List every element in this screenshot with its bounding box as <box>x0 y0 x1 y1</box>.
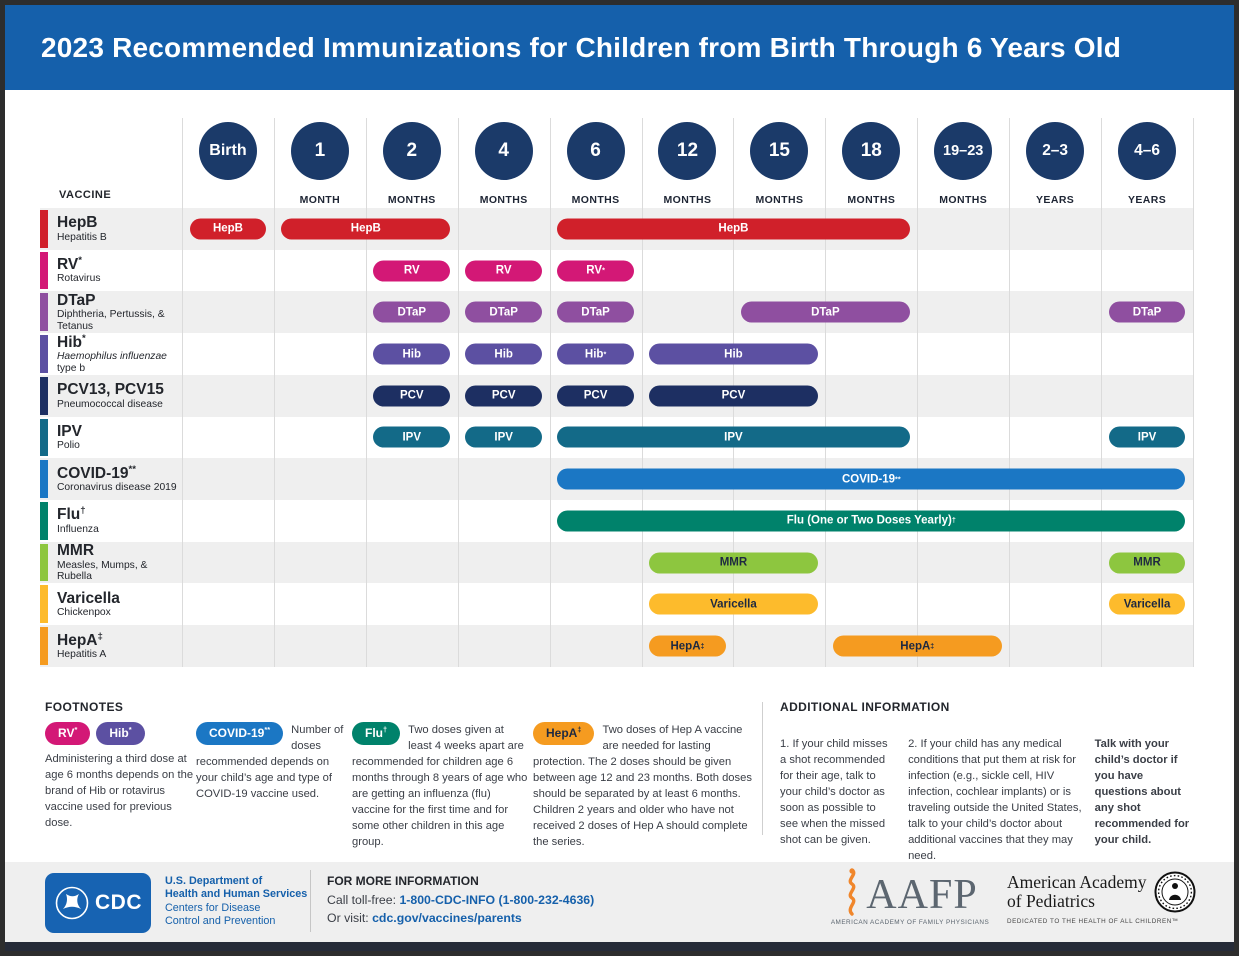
vaccine-subtitle: Influenza <box>57 523 99 535</box>
aafp-acronym: AAFP <box>866 872 978 919</box>
vaccine-name: Hib* <box>57 332 86 351</box>
vaccine-subtitle: Diphtheria, Pertussis, & Tetanus <box>57 309 165 332</box>
dose-bar: RV * <box>557 260 634 281</box>
age-column-2-3 <box>1009 122 1101 206</box>
aap-logo <box>1007 871 1199 925</box>
row-color-strip <box>40 502 48 540</box>
vaccine-row-mmr <box>40 542 1193 584</box>
footnotes-divider <box>762 702 763 835</box>
dose-bar: HepB <box>190 218 267 239</box>
vaccine-subtitle: Haemophilus influenzae type b <box>57 351 167 374</box>
dose-bar: IPV <box>1109 427 1186 448</box>
footnote-pill: RV* <box>45 722 90 745</box>
vaccine-name: DTaP <box>57 292 96 310</box>
phone-link[interactable]: 1-800-CDC-INFO (1-800-232-4636) <box>399 893 595 907</box>
row-color-strip <box>40 377 48 415</box>
age-unit-label: MONTHS <box>387 194 436 206</box>
age-unit-label: MONTHS <box>479 194 528 206</box>
footnote-pill: Flu† <box>352 722 400 745</box>
dose-bar: HepB <box>281 218 450 239</box>
aafp-caption: AMERICAN ACADEMY OF FAMILY PHYSICIANS <box>830 919 990 926</box>
dose-bars <box>182 291 1193 333</box>
age-circle: 2 <box>383 122 441 180</box>
vaccine-label <box>57 375 181 417</box>
vaccine-label <box>57 625 181 667</box>
dose-bars <box>182 417 1193 459</box>
dose-bar: DTaP <box>373 302 450 323</box>
age-unit-label: MONTHS <box>939 194 988 206</box>
age-circle: 19–23 <box>934 122 992 180</box>
vaccine-row-hib <box>40 333 1193 375</box>
dose-bar: Hib <box>649 344 818 365</box>
schedule-table <box>40 118 1193 667</box>
dose-bar: PCV <box>557 385 634 406</box>
age-column-15 <box>733 122 825 206</box>
additional-info-item-1: 1. If your child misses a shot recommended for their age, talk to your child’s doctor as soon as possible to see when the missed shot can be given. <box>780 738 888 847</box>
vaccine-label <box>57 250 181 292</box>
dose-bars <box>182 542 1193 584</box>
age-column-18 <box>825 122 917 206</box>
age-unit-label: MONTHS <box>755 194 804 206</box>
vaccine-name: COVID-19** <box>57 463 136 482</box>
vaccine-label <box>57 291 181 333</box>
cdc-logo <box>45 873 151 933</box>
page-title: 2023 Recommended Immunizations for Children from Birth Through 6 Years Old <box>41 31 1122 63</box>
vaccine-label <box>57 458 181 500</box>
age-circle: 15 <box>750 122 808 180</box>
footnote-pills <box>45 722 197 745</box>
vaccine-row-varicella <box>40 583 1193 625</box>
footnote-pill: COVID-19** <box>196 722 283 745</box>
page-footer <box>5 862 1234 942</box>
dose-bar: COVID-19 ** <box>557 469 1185 490</box>
page-header <box>5 5 1234 90</box>
vaccine-row-covid19 <box>40 458 1193 500</box>
more-info-heading: FOR MORE INFORMATION <box>327 874 479 888</box>
vaccine-row-rv <box>40 250 1193 292</box>
dose-bars <box>182 250 1193 292</box>
vaccine-column-header: VACCINE <box>59 189 112 201</box>
age-column-1 <box>274 122 366 206</box>
footnote-item: HepA‡ Two doses of Hep A vaccine are needed for lasting protection. The 2 doses should be given between age 12 and 23 months. Both doses should be separated by at least 6 months. Children 2 years and older who have not received 2 doses of Hep A should complete the series. <box>533 724 752 849</box>
vaccine-rows <box>40 208 1193 667</box>
dose-bar: DTaP <box>1109 302 1186 323</box>
vaccine-label <box>57 542 181 584</box>
vaccine-name: HepB <box>57 214 98 232</box>
aap-name: American Academy of Pediatrics <box>1007 872 1147 911</box>
vaccine-subtitle: Pneumococcal disease <box>57 398 163 410</box>
dose-bar: DTaP <box>741 302 910 323</box>
additional-info-item-2: 2. If your child has any medical conditions that put them at risk for infection (e.g., sickle cell, HIV infection, cochlear implants) or is traveling outside the United States, talk to your child’s doctor about additional vaccines that they may need. <box>908 738 1082 863</box>
aap-seal-icon <box>1154 871 1196 913</box>
vaccine-name: MMR <box>57 542 95 560</box>
age-column-birth <box>182 122 274 194</box>
grid-line <box>1009 118 1010 667</box>
dose-bar: PCV <box>465 385 542 406</box>
age-circle: 12 <box>658 122 716 180</box>
age-circle: 6 <box>567 122 625 180</box>
age-column-4-6 <box>1101 122 1193 206</box>
vaccine-label <box>57 583 181 625</box>
aafp-caduceus-icon <box>842 868 862 916</box>
age-unit-label: YEARS <box>1127 194 1167 206</box>
hhs-eagle-icon <box>54 885 90 921</box>
more-info-block <box>327 874 594 929</box>
row-color-strip <box>40 335 48 373</box>
dose-bar: HepB <box>557 218 910 239</box>
row-color-strip <box>40 252 48 290</box>
age-unit-label: YEARS <box>1036 194 1075 206</box>
dose-bar: Hib <box>373 344 450 365</box>
dose-bar: Varicella <box>649 594 818 615</box>
dose-bar: PCV <box>649 385 818 406</box>
footer-divider <box>310 870 311 932</box>
vaccine-row-pcv13pcv15 <box>40 375 1193 417</box>
vaccine-name: PCV13, PCV15 <box>57 381 164 399</box>
dose-bar: DTaP <box>557 302 634 323</box>
grid-line <box>1101 118 1102 667</box>
row-color-strip <box>40 544 48 582</box>
footnote-pill: Hib* <box>96 722 144 745</box>
vaccine-row-flu <box>40 500 1193 542</box>
dose-bar: HepA ‡ <box>833 636 1002 657</box>
dose-bar: Hib * <box>557 344 634 365</box>
grid-line <box>366 118 367 667</box>
age-column-6 <box>550 122 642 206</box>
row-color-strip <box>40 627 48 665</box>
age-circle: 4–6 <box>1118 122 1176 180</box>
grid-line <box>274 118 275 667</box>
vaccine-subtitle: Measles, Mumps, & Rubella <box>57 559 148 583</box>
dose-bar: HepA ‡ <box>649 636 726 657</box>
cdc-department-text: U.S. Department of Health and Human Services Centers for Disease Control and Prevention <box>165 875 308 928</box>
age-column-4 <box>458 122 550 206</box>
grid-line <box>825 118 826 667</box>
dose-bars <box>182 375 1193 417</box>
age-unit-label: MONTHS <box>663 194 712 206</box>
footnote-item: Flu† Two doses given at least 4 weeks apart are recommended for children age 6 months through 8 years of age who are getting an influenza (flu) vaccine for the first time and for some other children in this age group. <box>352 724 528 849</box>
aafp-logo <box>810 868 1010 926</box>
age-column-19-23 <box>917 122 1009 206</box>
footnote-text: Administering a third dose at age 6 months depends on the brand of Hib or rotavirus vaccine used for previous dose. <box>45 753 194 830</box>
row-color-strip <box>40 293 48 331</box>
footnote-item: COVID-19** Number of doses recommended depends on your child’s age and type of COVID-19 vaccine used. <box>196 724 344 801</box>
dose-bar: IPV <box>465 427 542 448</box>
footnotes-section <box>45 700 760 849</box>
age-column-2 <box>366 122 458 206</box>
dose-bar: MMR <box>1109 552 1186 573</box>
cdc-logo-text: CDC <box>95 891 142 914</box>
vaccine-subtitle: Chickenpox <box>57 607 111 619</box>
vaccine-name: IPV <box>57 423 82 440</box>
grid-line <box>1193 118 1194 667</box>
phone-line: Call toll-free: 1-800-CDC-INFO (1-800-232-4636) <box>327 893 595 907</box>
row-color-strip <box>40 585 48 623</box>
age-circle: 4 <box>475 122 533 180</box>
vaccine-name: HepA‡ <box>57 630 103 649</box>
age-circle: Birth <box>199 122 257 180</box>
additional-info-section <box>780 700 1198 864</box>
vaccine-label <box>57 208 181 250</box>
vaccine-row-dtap <box>40 291 1193 333</box>
vaccine-subtitle: Coronavirus disease 2019 <box>57 482 177 494</box>
row-color-strip <box>40 419 48 457</box>
aap-tagline: DEDICATED TO THE HEALTH OF ALL CHILDREN™ <box>1007 918 1179 925</box>
footnotes-heading: FOOTNOTES <box>45 700 124 714</box>
age-unit-label: MONTHS <box>847 194 896 206</box>
dose-bars <box>182 583 1193 625</box>
age-unit-label: MONTH <box>299 194 341 206</box>
vaccine-row-ipv <box>40 417 1193 459</box>
dose-bar: PCV <box>373 385 450 406</box>
footnote-item <box>45 722 197 831</box>
grid-line <box>550 118 551 667</box>
row-color-strip <box>40 210 48 248</box>
dose-bar: MMR <box>649 552 818 573</box>
vaccine-name: Flu† <box>57 505 86 524</box>
additional-info-emphasis: Talk with your child’s doctor if you have questions about any shot recommended for your child. <box>1094 738 1190 847</box>
dose-bar: Varicella <box>1109 594 1186 615</box>
dose-bar: IPV <box>373 427 450 448</box>
dose-bars <box>182 500 1193 542</box>
vaccine-name: RV* <box>57 254 82 274</box>
dose-bars <box>182 625 1193 667</box>
dose-bar: DTaP <box>465 302 542 323</box>
dose-bar: RV <box>465 260 542 281</box>
vaccine-label <box>57 417 181 459</box>
grid-line <box>182 118 183 667</box>
dose-bars <box>182 208 1193 250</box>
dose-bars <box>182 458 1193 500</box>
vaccine-name: Varicella <box>57 589 120 607</box>
age-circle: 1 <box>291 122 349 180</box>
vaccine-subtitle: Polio <box>57 440 80 452</box>
dose-bar: IPV <box>557 427 910 448</box>
vaccine-subtitle: Hepatitis A <box>57 648 107 660</box>
age-circle: 2–3 <box>1026 122 1084 180</box>
vaccine-subtitle: Hepatitis B <box>57 231 107 243</box>
additional-info-heading: ADDITIONAL INFORMATION <box>780 700 950 714</box>
grid-line <box>458 118 459 667</box>
dose-bar: Hib <box>465 344 542 365</box>
age-circle: 18 <box>842 122 900 180</box>
vaccine-row-hepa <box>40 625 1193 667</box>
visit-line: Or visit: cdc.gov/vaccines/parents <box>327 911 522 925</box>
dose-bar: RV <box>373 260 450 281</box>
grid-line <box>642 118 643 667</box>
row-color-strip <box>40 460 48 498</box>
vaccine-label <box>57 333 181 375</box>
dose-bar: Flu (One or Two Doses Yearly) † <box>557 510 1185 531</box>
age-unit-label: MONTHS <box>571 194 620 206</box>
bottom-accent-bar <box>5 942 1234 951</box>
grid-line <box>917 118 918 667</box>
vaccine-subtitle: Rotavirus <box>57 273 101 285</box>
footnote-pill: HepA‡ <box>533 722 594 745</box>
dose-bars <box>182 333 1193 375</box>
vaccine-label <box>57 500 181 542</box>
vaccine-row-hepb <box>40 208 1193 250</box>
age-column-12 <box>642 122 734 206</box>
vaccines-url-link[interactable]: cdc.gov/vaccines/parents <box>372 911 522 925</box>
